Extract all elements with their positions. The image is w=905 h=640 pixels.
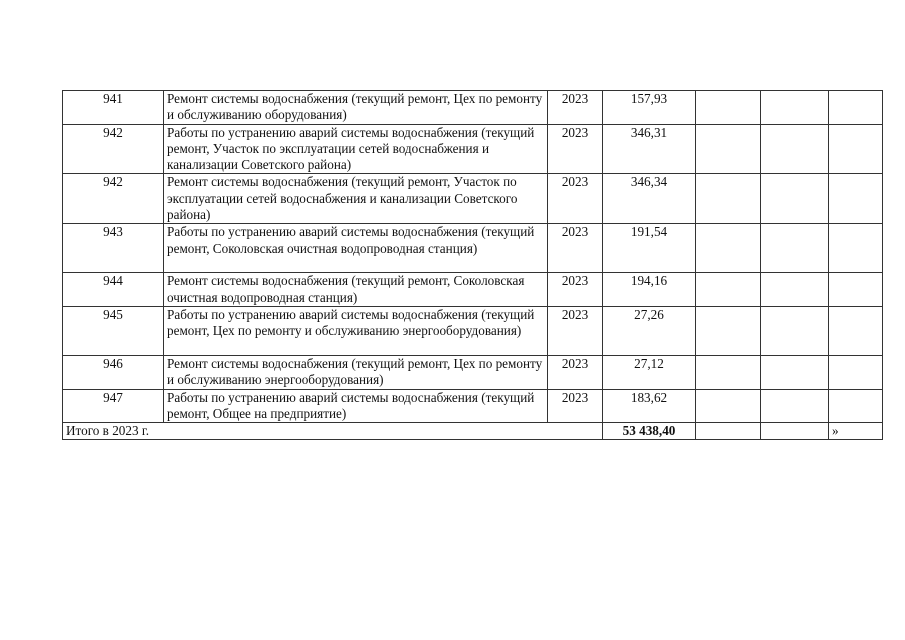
- empty-cell: [829, 174, 883, 224]
- row-amount: 346,31: [603, 124, 696, 174]
- row-number: 942: [63, 124, 164, 174]
- work-description: Ремонт системы водоснабжения (текущий ремонт, Участок по эксплуатации сетей водоснабжения и канализации Советского района): [164, 174, 548, 224]
- work-description: Ремонт системы водоснабжения (текущий ремонт, Соколовская очистная водопроводная станция): [164, 273, 548, 307]
- row-year: 2023: [548, 124, 603, 174]
- total-row: [63, 423, 883, 440]
- empty-cell: [761, 174, 829, 224]
- empty-cell: [696, 389, 761, 423]
- table-row: [63, 174, 883, 224]
- empty-cell: [696, 273, 761, 307]
- empty-cell: [761, 389, 829, 423]
- empty-cell: [829, 224, 883, 273]
- row-number: 943: [63, 224, 164, 273]
- row-amount: 27,26: [603, 306, 696, 355]
- empty-cell: [696, 355, 761, 389]
- empty-cell: [761, 273, 829, 307]
- row-year: 2023: [548, 91, 603, 125]
- table-row: [63, 124, 883, 174]
- empty-cell: [696, 174, 761, 224]
- row-amount: 27,12: [603, 355, 696, 389]
- total-label: Итого в 2023 г.: [63, 423, 603, 440]
- works-table: [62, 90, 883, 440]
- empty-cell: [829, 91, 883, 125]
- row-year: 2023: [548, 224, 603, 273]
- table-row: [63, 355, 883, 389]
- row-year: 2023: [548, 355, 603, 389]
- row-year: 2023: [548, 389, 603, 423]
- row-number: 942: [63, 174, 164, 224]
- empty-cell: [696, 423, 761, 440]
- row-year: 2023: [548, 174, 603, 224]
- table-row: [63, 224, 883, 273]
- row-number: 941: [63, 91, 164, 125]
- table-row: [63, 306, 883, 355]
- table-row: [63, 91, 883, 125]
- work-description: Ремонт системы водоснабжения (текущий ремонт, Цех по ремонту и обслуживанию оборудования): [164, 91, 548, 125]
- empty-cell: [696, 306, 761, 355]
- row-amount: 183,62: [603, 389, 696, 423]
- table-row: [63, 273, 883, 307]
- work-description: Ремонт системы водоснабжения (текущий ремонт, Цех по ремонту и обслуживанию энергооборудования): [164, 355, 548, 389]
- continuation-mark: »: [829, 423, 883, 440]
- table-row: [63, 389, 883, 423]
- empty-cell: [761, 91, 829, 125]
- row-amount: 157,93: [603, 91, 696, 125]
- row-number: 945: [63, 306, 164, 355]
- empty-cell: [829, 355, 883, 389]
- table-body: [63, 91, 883, 440]
- empty-cell: [829, 306, 883, 355]
- empty-cell: [761, 355, 829, 389]
- empty-cell: [829, 389, 883, 423]
- row-year: 2023: [548, 273, 603, 307]
- empty-cell: [761, 224, 829, 273]
- empty-cell: [761, 423, 829, 440]
- row-amount: 191,54: [603, 224, 696, 273]
- total-amount: 53 438,40: [603, 423, 696, 440]
- row-number: 947: [63, 389, 164, 423]
- row-number: 944: [63, 273, 164, 307]
- work-description: Работы по устранению аварий системы водоснабжения (текущий ремонт, Участок по эксплуатации сетей водоснабжения и канализации Советского района): [164, 124, 548, 174]
- row-number: 946: [63, 355, 164, 389]
- empty-cell: [829, 273, 883, 307]
- row-amount: 346,34: [603, 174, 696, 224]
- empty-cell: [696, 224, 761, 273]
- work-description: Работы по устранению аварий системы водоснабжения (текущий ремонт, Цех по ремонту и обслуживанию энергооборудования): [164, 306, 548, 355]
- empty-cell: [761, 306, 829, 355]
- empty-cell: [761, 124, 829, 174]
- work-description: Работы по устранению аварий системы водоснабжения (текущий ремонт, Соколовская очистная водопроводная станция): [164, 224, 548, 273]
- work-description: Работы по устранению аварий системы водоснабжения (текущий ремонт, Общее на предприятие): [164, 389, 548, 423]
- empty-cell: [696, 91, 761, 125]
- row-amount: 194,16: [603, 273, 696, 307]
- row-year: 2023: [548, 306, 603, 355]
- empty-cell: [696, 124, 761, 174]
- empty-cell: [829, 124, 883, 174]
